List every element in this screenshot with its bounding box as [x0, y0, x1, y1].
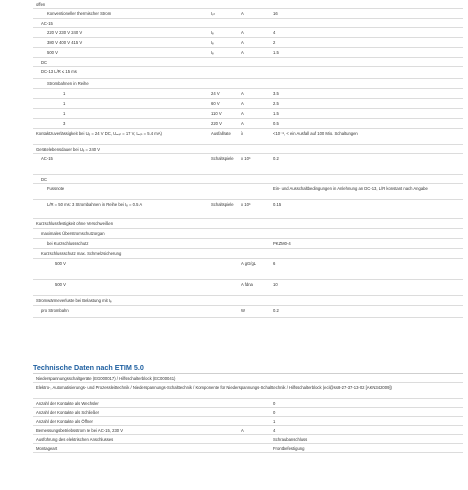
spec-symbol: 24 V	[211, 91, 220, 96]
spec-label: Gerätelebensdauer bei Uₑ = 240 V	[36, 147, 101, 152]
spec-row	[33, 119, 463, 129]
spec-symbol: Iₑ	[211, 30, 214, 35]
spec-row	[33, 58, 463, 67]
spec-value: 1.5	[273, 50, 279, 55]
etim-value: 0	[273, 401, 276, 406]
spec-unit: A	[241, 30, 244, 35]
spec-unit: A	[241, 121, 244, 126]
spec-unit: A fdna	[241, 282, 253, 287]
spec-row	[33, 129, 463, 145]
spec-row	[33, 259, 463, 280]
spec-label: 1	[63, 111, 66, 116]
spec-row	[33, 249, 463, 259]
spec-row	[33, 280, 463, 296]
etim-value: 4	[273, 428, 276, 433]
spec-unit: W	[241, 308, 245, 313]
spec-label: L/R = 50 ms: 3 Strombahnen in Reihe bei Iₑ = 0.5 A	[47, 202, 143, 207]
spec-table	[33, 0, 463, 318]
spec-value: 0.2	[273, 156, 279, 161]
spec-value: 2.5	[273, 101, 279, 106]
spec-row	[33, 239, 463, 249]
etim-row	[33, 426, 463, 435]
etim-label: Anzahl der Kontakte als Schließer	[36, 410, 100, 415]
spec-label: DC	[41, 177, 48, 182]
spec-value: 10	[273, 282, 278, 287]
spec-row	[33, 145, 463, 154]
spec-row	[33, 0, 463, 9]
spec-value: 3.5	[273, 91, 279, 96]
spec-value: 2	[273, 40, 276, 45]
etim-label: Elektro-, Automatisierungs- und Prozessleittechnik / Niederspannungs-Schalttechnik / Komponente für Niederspannungs-Schalttechnik / Hilfsschalterblock (ecl@ss8-27-37-13-02 [AKN342009])	[36, 385, 392, 390]
spec-row	[33, 184, 463, 200]
spec-unit: A	[241, 50, 244, 55]
spec-value: 0.15	[273, 202, 282, 207]
spec-symbol: Ausfallrate	[211, 131, 231, 136]
spec-label: bei Kurzschlussschutz	[47, 241, 89, 246]
spec-label: 500 V	[47, 50, 58, 55]
spec-label: Stromwärmeverluste bei Belastung mit Iₑ	[36, 298, 112, 303]
spec-row	[33, 48, 463, 58]
spec-value: 0.5	[273, 121, 279, 126]
spec-unit: A gG/gL	[241, 261, 257, 266]
etim-value: 0	[273, 410, 276, 415]
etim-label: Ausführung des elektrischen Anschlusses	[36, 437, 114, 442]
spec-row	[33, 79, 463, 89]
etim-value: Schraubanschluss	[273, 437, 308, 442]
spec-row	[33, 175, 463, 184]
spec-unit: A	[241, 101, 244, 106]
spec-row	[33, 229, 463, 239]
etim-value: Frontbefestigung	[273, 446, 305, 451]
spec-symbol: 220 V	[211, 121, 222, 126]
spec-value: PKZM0-4	[273, 241, 291, 246]
spec-label: maximales Überstromschutzorgan	[41, 231, 105, 236]
spec-row	[33, 200, 463, 219]
etim-label: Anzahl der Kontakte als Öffner	[36, 419, 93, 424]
spec-value: 1.5	[273, 111, 279, 116]
spec-unit: x 10⁶	[241, 156, 251, 161]
spec-row	[33, 28, 463, 38]
etim-value: 1	[273, 419, 276, 424]
spec-unit: A	[241, 11, 244, 16]
spec-row	[33, 219, 463, 229]
etim-row	[33, 435, 463, 444]
etim-label: Bemessungsbetriebsstrom Ie bei AC-15, 230 V	[36, 428, 124, 433]
etim-label: Niederspannungsschaltgeräte (EG000017) / Hilfsschalterblock (EC000041)	[36, 376, 176, 381]
etim-unit: A	[241, 428, 244, 433]
spec-label: 500 V	[55, 282, 66, 287]
spec-symbol: 110 V	[211, 111, 222, 116]
spec-value: Ein- und Ausschaltbedingungen in Anlehnung an DC-13, L/R konstant nach Angabe	[273, 186, 428, 191]
spec-row	[33, 154, 463, 175]
etim-label: Montageart	[36, 446, 58, 451]
etim-row	[33, 374, 463, 383]
spec-label: 1	[63, 101, 66, 106]
spec-value: 6	[273, 261, 276, 266]
spec-row	[33, 306, 463, 318]
spec-label: Strombahnen in Reihe	[47, 81, 89, 86]
spec-row	[33, 19, 463, 28]
spec-label: 220 V 230 V 240 V	[47, 30, 83, 35]
spec-symbol: Iₜₕ	[211, 11, 216, 16]
spec-label: 500 V	[55, 261, 66, 266]
etim-label: Anzahl der Kontakte als Wechsler	[36, 401, 99, 406]
spec-label: pro Strombahn	[41, 308, 69, 313]
etim-row	[33, 399, 463, 408]
spec-symbol: Schaltspiele	[211, 202, 234, 207]
spec-label: Konventioneller thermischer Strom	[47, 11, 112, 16]
spec-label: DC-13 L/R ≤ 15 ms	[41, 69, 77, 74]
spec-symbol: Iₑ	[211, 40, 214, 45]
spec-unit: λ	[241, 131, 244, 136]
spec-unit: A	[241, 91, 244, 96]
spec-label: 380 V 400 V 415 V	[47, 40, 83, 45]
spec-row	[33, 9, 463, 19]
spec-unit: x 10⁶	[241, 202, 251, 207]
spec-label: 3	[63, 121, 66, 126]
spec-label: AC-15	[41, 156, 53, 161]
spec-symbol: Schaltspiele	[211, 156, 234, 161]
spec-label: 1	[63, 91, 66, 96]
etim-table	[33, 373, 463, 453]
spec-symbol: 60 V	[211, 101, 220, 106]
spec-row	[33, 99, 463, 109]
etim-row	[33, 444, 463, 453]
spec-unit: A	[241, 111, 244, 116]
etim-section-title: Technische Daten nach ETIM 5.0	[33, 363, 144, 372]
etim-row	[33, 417, 463, 426]
spec-row	[33, 38, 463, 48]
spec-row	[33, 109, 463, 119]
spec-label: Kurzschlussfestigkeit ohne Verschweißen	[36, 221, 114, 226]
spec-value: 16	[273, 11, 278, 16]
spec-value: 0.2	[273, 308, 279, 313]
spec-row	[33, 67, 463, 79]
spec-unit: A	[241, 40, 244, 45]
etim-row	[33, 383, 463, 399]
spec-label: offen	[36, 2, 46, 7]
spec-symbol: Iₑ	[211, 50, 214, 55]
spec-row	[33, 296, 463, 306]
spec-row	[33, 89, 463, 99]
spec-label: DC	[41, 60, 48, 65]
spec-value: <10⁻⁸, < ein Ausfall auf 100 Mio. Schaltungen	[273, 131, 358, 136]
spec-value: 4	[273, 30, 276, 35]
spec-label: Fussnote	[47, 186, 65, 191]
spec-label: AC-15	[41, 21, 53, 26]
etim-row	[33, 408, 463, 417]
spec-label: Kurzschlussschutz max. Schmelzsicherung	[41, 251, 122, 256]
spec-label: Kontaktzuverlässigkeit bei Uₑ = 24 V DC, Uₘᵢₙ = 17 V, Iₘᵢₙ = 5.4 mA)	[36, 131, 162, 136]
